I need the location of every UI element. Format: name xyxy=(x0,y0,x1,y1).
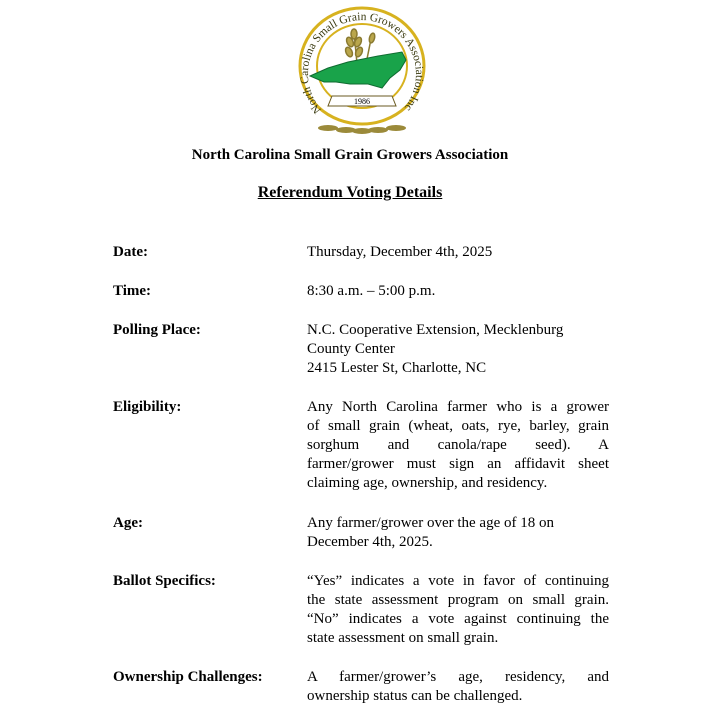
association-logo xyxy=(288,4,436,138)
detail-label: Date: xyxy=(113,244,148,260)
value-line: farmer/grower must sign an affidavit sheet xyxy=(307,456,609,472)
detail-label: Age: xyxy=(113,515,143,531)
document-title: Referendum Voting Details xyxy=(257,184,443,201)
value-line: December 4th, 2025. xyxy=(307,534,433,550)
value-line: claiming age, ownership, and residency. xyxy=(307,475,548,491)
detail-label: Time: xyxy=(113,283,152,299)
logo-year: 1986 xyxy=(354,97,370,106)
logo-ring-text: North Carolina Small Grain Growers Association Inc xyxy=(298,11,426,116)
value-line: the state assessment program on small grain. xyxy=(307,592,609,608)
value-line: A farmer/grower’s age, residency, and xyxy=(307,669,609,685)
value-line: 8:30 a.m. – 5:00 p.m. xyxy=(307,283,436,299)
detail-value xyxy=(307,243,609,262)
detail-label: Ownership Challenges: xyxy=(113,669,263,685)
value-line: state assessment on small grain. xyxy=(307,630,499,646)
detail-label: Eligibility: xyxy=(113,399,182,415)
value-line: “No” indicates a vote against continuing the xyxy=(307,611,609,627)
detail-value xyxy=(307,668,609,706)
detail-value xyxy=(307,514,609,552)
value-line: of small grain (wheat, oats, rye, barley, grain xyxy=(307,418,609,434)
value-line: N.C. Cooperative Extension, Mecklenburg xyxy=(307,322,564,338)
detail-label: Ballot Specifics: xyxy=(113,573,216,589)
value-line: “Yes” indicates a vote in favor of continuing xyxy=(307,573,609,589)
value-line: ownership status can be challenged. xyxy=(307,688,523,704)
value-line: Thursday, December 4th, 2025 xyxy=(307,244,493,260)
detail-value xyxy=(307,572,609,648)
value-line: 2415 Lester St, Charlotte, NC xyxy=(307,360,487,376)
value-line: County Center xyxy=(307,341,395,357)
organization-name: North Carolina Small Grain Growers Association xyxy=(191,147,509,163)
detail-value xyxy=(307,282,609,301)
detail-value xyxy=(307,398,609,493)
detail-label: Polling Place: xyxy=(113,322,201,338)
value-line: Any farmer/grower over the age of 18 on xyxy=(307,515,554,531)
detail-value xyxy=(307,321,609,378)
value-line: Any North Carolina farmer who is a grower xyxy=(307,399,609,415)
value-line: sorghum and canola/rape seed). A xyxy=(307,437,609,453)
